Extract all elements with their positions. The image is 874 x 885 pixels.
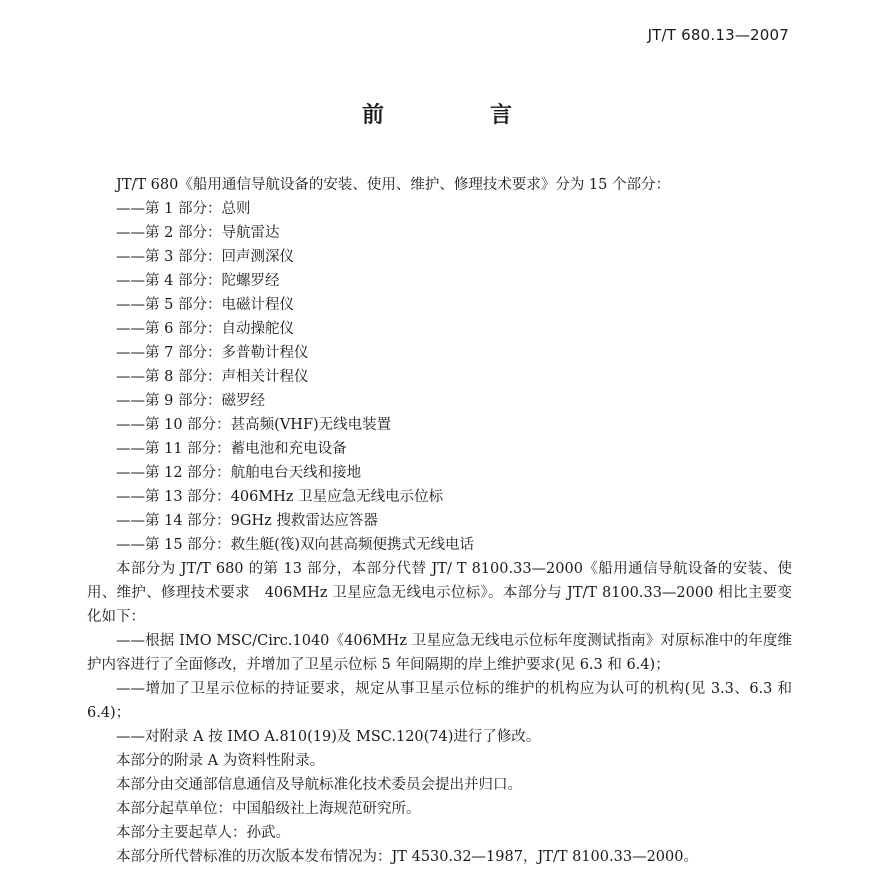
change-item: ——增加了卫星示位标的持证要求，规定从事卫星示位标的维护的机构应为认可的机构(见 3.3、6.3 和 6.4)； bbox=[87, 681, 792, 721]
list-item: ——第 13 部分：406MHz 卫星应急无线电示位标 bbox=[116, 489, 444, 505]
change-item: ——根据 IMO MSC/Circ.1040《406MHz 卫星应急无线电示位标年度测试指南》对原标准中的年度维护内容进行了全面修改，并增加了卫星示位标 5 年间隔期的岸上维护要求(见 6.3 和 6.4)； bbox=[87, 633, 792, 673]
drafters: 本部分主要起草人：孙武。 bbox=[116, 825, 290, 841]
intro-paragraph: JT/T 680《船用通信导航设备的安装、使用、维护、修理技术要求》分为 15 个部分： bbox=[116, 177, 670, 193]
list-item: ——第 2 部分：导航雷达 bbox=[116, 225, 280, 241]
list-item: ——第 3 部分：回声测深仪 bbox=[116, 249, 294, 265]
proposer-note: 本部分由交通部信息通信及导航标准化技术委员会提出并归口。 bbox=[116, 777, 522, 793]
list-item: ——第 10 部分：甚高频(VHF)无线电装置 bbox=[116, 417, 392, 433]
list-item: ——第 8 部分：声相关计程仪 bbox=[116, 369, 309, 385]
list-item: ——第 14 部分：9GHz 搜救雷达应答器 bbox=[116, 513, 378, 529]
list-item: ——第 7 部分：多普勒计程仪 bbox=[116, 345, 309, 361]
list-item: ——第 15 部分：救生艇(筏)双向甚高频便携式无线电话 bbox=[116, 537, 474, 553]
list-item: ——第 5 部分：电磁计程仪 bbox=[116, 297, 294, 313]
changes-list bbox=[87, 629, 792, 749]
list-item: ——第 9 部分：磁罗经 bbox=[116, 393, 265, 409]
replacement-paragraph: 本部分为 JT/T 680 的第 13 部分，本部分代替 JT/ T 8100.33—2000《船用通信导航设备的安装、使用、维护、修理技术要求 406MHz 卫星应急无线电示位标》。本部分与 JT/T 8100.33—2000 相比主要变化如下： bbox=[87, 561, 792, 625]
page-title: 前 言 bbox=[361, 103, 554, 128]
document-code: JT/T 680.13—2007 bbox=[647, 26, 789, 44]
appendix-note: 本部分的附录 A 为资料性附录。 bbox=[116, 753, 325, 769]
list-item: ——第 1 部分：总则 bbox=[116, 201, 251, 217]
preface-body bbox=[87, 173, 792, 869]
closing-section bbox=[87, 749, 792, 869]
list-item: ——第 12 部分：航舶电台天线和接地 bbox=[116, 465, 362, 481]
parts-list bbox=[87, 197, 792, 557]
list-item: ——第 6 部分：自动操舵仪 bbox=[116, 321, 294, 337]
list-item: ——第 11 部分：蓄电池和充电设备 bbox=[116, 441, 347, 457]
drafting-unit: 本部分起草单位：中国船级社上海规范研究所。 bbox=[116, 801, 421, 817]
list-item: ——第 4 部分：陀螺罗经 bbox=[116, 273, 280, 289]
version-history: 本部分所代替标准的历次版本发布情况为：JT 4530.32—1987，JT/T 8100.33—2000。 bbox=[116, 849, 698, 865]
change-item: ——对附录 A 按 IMO A.810(19)及 MSC.120(74)进行了修改。 bbox=[116, 729, 541, 745]
